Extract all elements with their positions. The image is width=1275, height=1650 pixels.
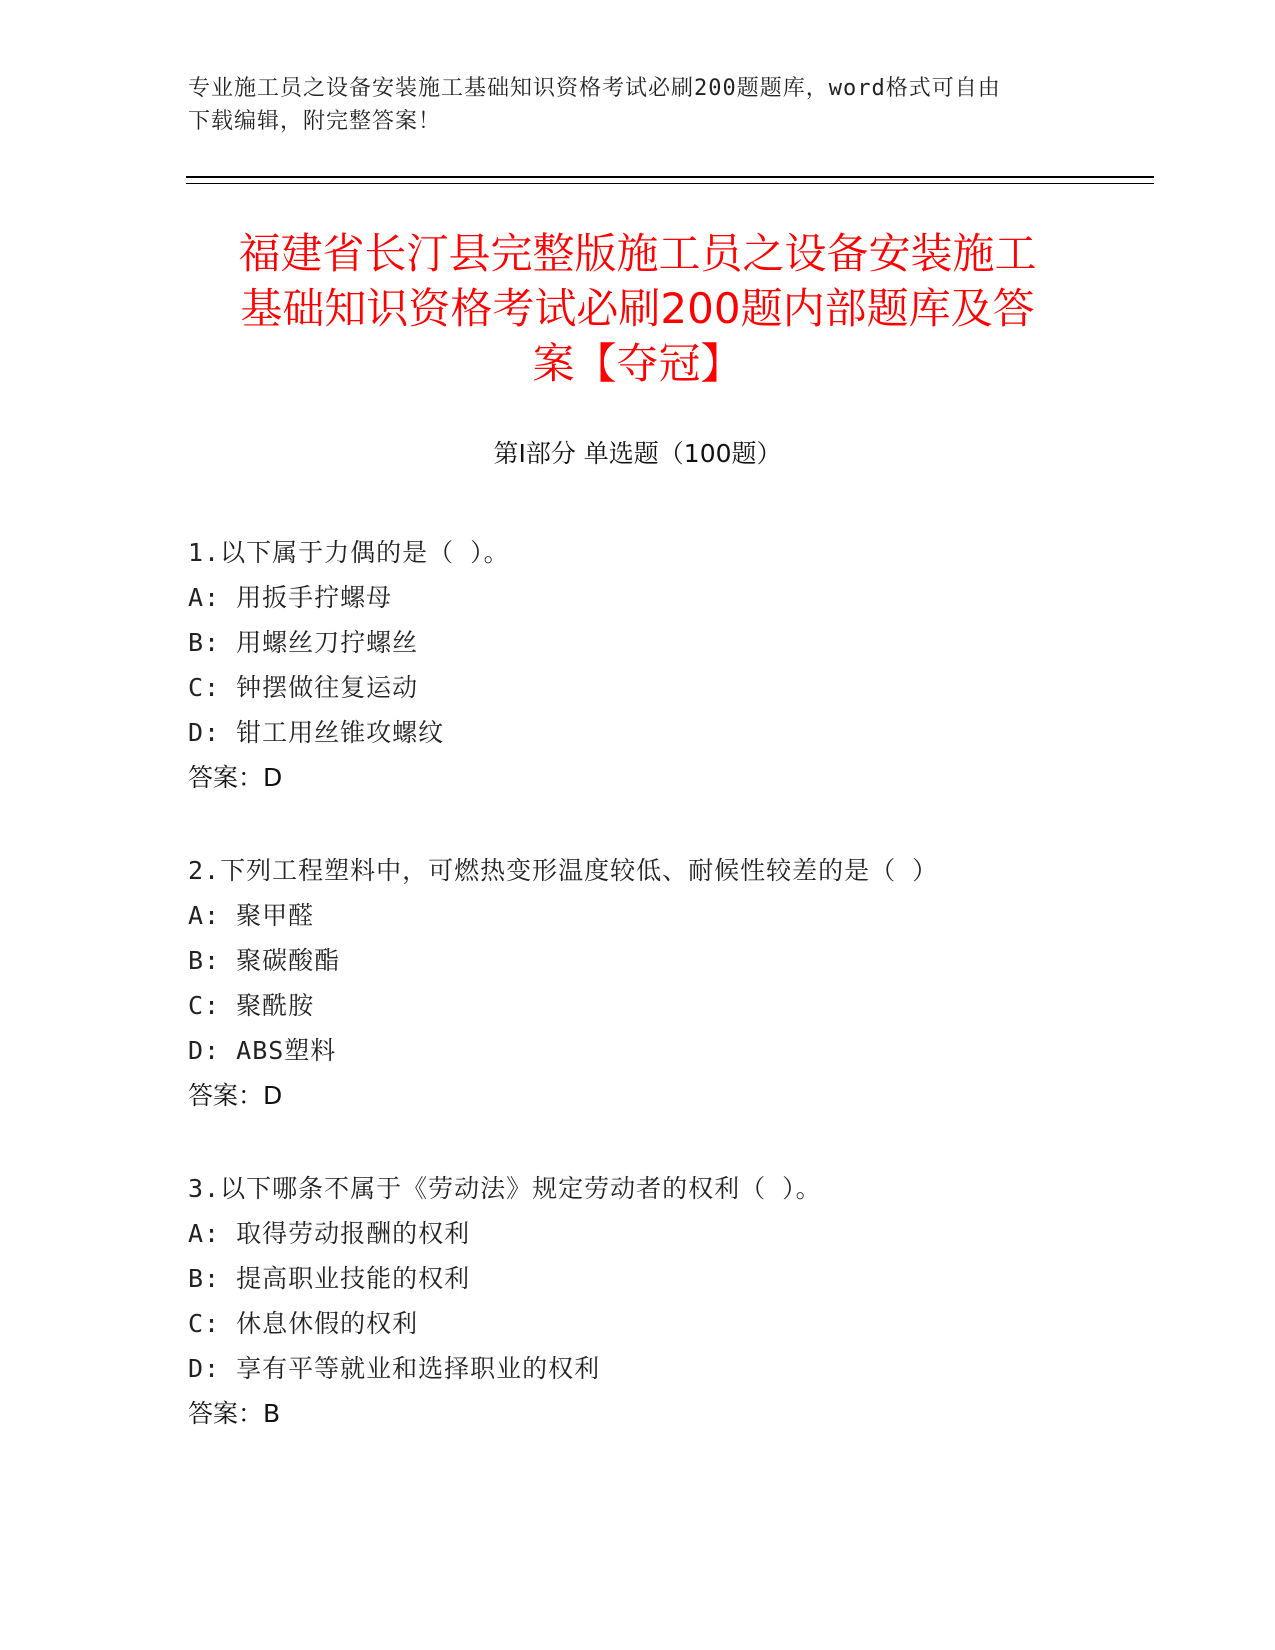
option-b: B: 用螺丝刀拧螺丝 [188,628,419,657]
header-divider-thin [186,183,1154,184]
option-d: D: ABS塑料 [188,1036,337,1065]
document-title [150,226,1125,391]
section-title: 第Ⅰ部分 单选题（100题） [493,439,782,468]
answer: 答案：D [188,763,283,792]
document-title-line-3: 案【夺冠】 [532,339,743,388]
option-b: B: 聚碳酸酯 [188,946,341,975]
question-1 [188,530,1088,800]
option-a: A: 聚甲醛 [188,901,315,930]
header-divider-thick [186,176,1154,178]
answer: 答案：B [188,1399,281,1428]
option-b: B: 提高职业技能的权利 [188,1264,471,1293]
option-c: C: 聚酰胺 [188,991,315,1020]
option-a: A: 用扳手拧螺母 [188,583,393,612]
question-3 [188,1166,1088,1436]
answer: 答案：D [188,1081,283,1110]
option-c: C: 休息休假的权利 [188,1309,419,1338]
header-note-line-2: 下载编辑，附完整答案！ [188,109,442,134]
option-d: D: 享有平等就业和选择职业的权利 [188,1354,601,1383]
question-stem: 1.以下属于力偶的是（ ）。 [188,538,510,567]
question-stem: 2.下列工程塑料中，可燃热变形温度较低、耐候性较差的是（ ） [188,856,939,885]
header-note [188,72,1088,138]
question-2 [188,848,1088,1118]
question-stem: 3.以下哪条不属于《劳动法》规定劳动者的权利（ ）。 [188,1174,822,1203]
header-note-line-1: 专业施工员之设备安装施工基础知识资格考试必刷200题题库，word格式可自由 [188,76,1001,101]
document-title-line-1: 福建省长汀县完整版施工员之设备安装施工 [238,229,1037,278]
option-d: D: 钳工用丝锥攻螺纹 [188,718,445,747]
document-title-line-2: 基础知识资格考试必刷200题内部题库及答 [240,284,1035,333]
option-c: C: 钟摆做往复运动 [188,673,419,702]
option-a: A: 取得劳动报酬的权利 [188,1219,471,1248]
